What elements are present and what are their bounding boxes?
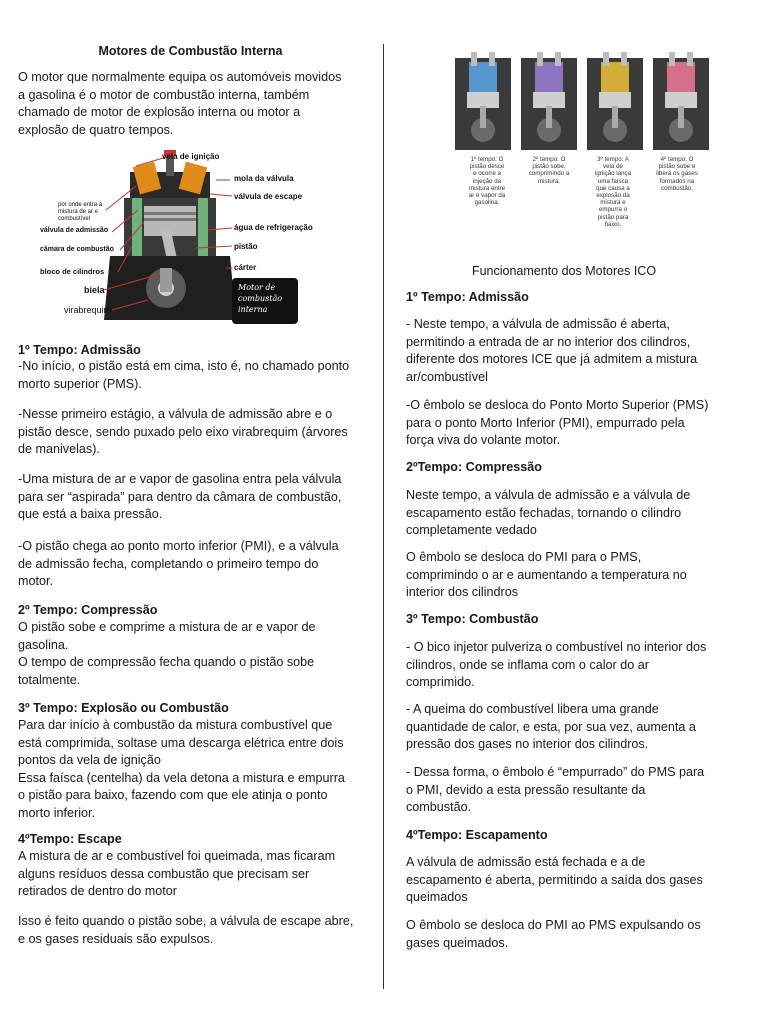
r2-p1 bbox=[406, 487, 690, 540]
s2-p1-line: totalmente. bbox=[18, 672, 81, 687]
r4-p1-line: queimados bbox=[406, 890, 468, 905]
s4-p1-line: alguns resíduos dessa combustão que precisam ser bbox=[18, 866, 310, 881]
label-virabrequim: virabrequim bbox=[64, 305, 112, 315]
r4-p2 bbox=[406, 917, 701, 952]
strip-caption-line: comprimindo a bbox=[528, 170, 570, 178]
cylinder-gas bbox=[667, 62, 695, 92]
s1-p3-line: que está a baixa pressão. bbox=[18, 507, 163, 522]
r2-p2-line: comprimindo o ar e aumentando a temperatura no bbox=[406, 567, 687, 582]
r1-heading: 1º Tempo: Admissão bbox=[406, 290, 529, 304]
label-por-onde-line: por onde entra a bbox=[58, 202, 103, 208]
label-mola: mola da válvula bbox=[234, 174, 294, 183]
r3-p2-line: pressão dos gases no interior dos cilindros. bbox=[406, 737, 649, 752]
s4-p2-line: e os gases residuais são expulsos. bbox=[18, 931, 214, 946]
s3-p1-line: morto inferior. bbox=[18, 805, 95, 820]
connecting-rod bbox=[546, 106, 552, 128]
label-agua: água de refrigeração bbox=[234, 223, 313, 232]
strip-caption-line: formados na bbox=[659, 177, 695, 185]
r4-p2-line: O êmbolo se desloca do PMI ao PMS expulsando os bbox=[406, 918, 701, 932]
label-carter: cárter bbox=[234, 263, 257, 272]
strip-caption-line: vela de bbox=[603, 163, 623, 171]
connecting-rod bbox=[678, 106, 684, 128]
label-vela: vela de ignição bbox=[162, 152, 220, 161]
label-por-onde-line: combustível bbox=[58, 216, 91, 222]
cylinder-gas bbox=[535, 62, 563, 92]
r3-p1-line: cilindros, onde se inflama com o calor do ar bbox=[406, 657, 649, 672]
right-title: Funcionamento dos Motores ICO bbox=[471, 264, 657, 278]
s1-p3-line: para ser “aspirada” para dentro da câmara de combustão, bbox=[18, 489, 342, 504]
s4-p1-line: A mistura de ar e combustível foi queimada, mas ficaram bbox=[18, 849, 336, 863]
column-divider bbox=[383, 44, 384, 989]
s3-p1-line: pontos da vela de ignição bbox=[18, 753, 161, 768]
s1-heading: 1º Tempo: Admissão bbox=[18, 343, 141, 357]
intro-line: a gasolina é o motor de combustão interna, também bbox=[18, 87, 310, 102]
r3-p2-line: - A queima do combustível libera uma grande bbox=[406, 702, 659, 716]
s1-p4-line: motor. bbox=[18, 574, 53, 589]
connecting-rod bbox=[480, 106, 486, 128]
valve bbox=[687, 52, 693, 66]
valve bbox=[621, 52, 627, 66]
label-valvula-escape: válvula de escape bbox=[234, 192, 303, 201]
r2-p1-line: Neste tempo, a válvula de admissão e a válvula de bbox=[406, 488, 691, 502]
r3-p2-line: quantidade de calor, e esta, por sua vez, aumenta a bbox=[406, 719, 696, 734]
s2-p1-line: gasolina. bbox=[18, 637, 69, 652]
piston bbox=[467, 92, 499, 108]
strip-caption-line: gasolina. bbox=[474, 199, 500, 207]
s1-p1-line: morto superior (PMS). bbox=[18, 376, 142, 391]
strip-caption-line: que causa a bbox=[596, 184, 630, 192]
s1-p1-line: -No início, o pistão está em cima, isto é, no chamado ponto bbox=[18, 359, 350, 373]
valve bbox=[471, 52, 477, 66]
s3-p1-line: Essa faísca (centelha) da vela detona a mistura e empurra bbox=[18, 770, 345, 785]
piston bbox=[665, 92, 697, 108]
strip-caption-line: mistura e bbox=[600, 199, 626, 207]
r1-p2-line: para o ponto Morto Inferior (PMI), empurrado pela bbox=[406, 415, 685, 430]
r3-p3-line: o PMI, devido a esta pressão resultante da bbox=[406, 782, 646, 797]
s2-heading: 2º Tempo: Compressão bbox=[18, 603, 158, 617]
piston bbox=[533, 92, 565, 108]
s4-p2 bbox=[18, 913, 353, 948]
intro-line: O motor que normalmente equipa os automóveis movidos bbox=[18, 70, 342, 84]
s4-p2-line: Isso é feito quando o pistão sobe, a válvula de escape abre, bbox=[18, 914, 354, 928]
r1-p2-line: força viva do volante motor. bbox=[406, 433, 561, 448]
label-box-line: interna bbox=[238, 305, 268, 314]
r2-p2 bbox=[406, 549, 687, 602]
intro-line: explosão de quatro tempos. bbox=[18, 122, 174, 137]
strip-caption-line: injeção da bbox=[472, 177, 502, 185]
strip-caption-line: ar e vapor da bbox=[468, 192, 506, 200]
r2-p2-line: O êmbolo se desloca do PMI para o PMS, bbox=[406, 550, 642, 564]
s2-p1 bbox=[18, 619, 316, 689]
r1-p2-line: -O êmbolo se desloca do Ponto Morto Superior (PMS) bbox=[406, 398, 709, 412]
s4-heading: 4ºTempo: Escape bbox=[18, 832, 122, 846]
label-box-line: combustão bbox=[238, 294, 283, 303]
label-camara: câmara de combustão bbox=[40, 246, 114, 253]
valve bbox=[489, 52, 495, 66]
r4-p2-line: gases queimados. bbox=[406, 935, 509, 950]
r3-p3 bbox=[406, 764, 704, 817]
r4-p1-line: A válvula de admissão está fechada e a de bbox=[406, 855, 646, 869]
connecting-rod bbox=[612, 106, 618, 128]
r2-p1-line: completamente vedado bbox=[406, 523, 537, 538]
strip-caption-line: mistura entre bbox=[468, 184, 506, 192]
s3-p1-line: o pistão para baixo, fazendo com que ele atinja o ponto bbox=[18, 788, 328, 803]
strip-caption-line: baixo. bbox=[604, 220, 622, 228]
s1-p4-line: -O pistão chega ao ponto morto inferior (PMI), e a válvula bbox=[18, 539, 339, 553]
s1-p2-line: de manivelas). bbox=[18, 442, 100, 457]
s1-p3 bbox=[18, 471, 341, 524]
s2-p1-line: O tempo de compressão fecha quando o pistão sobe bbox=[18, 655, 315, 670]
r4-heading: 4ºTempo: Escapamento bbox=[406, 828, 548, 842]
r3-p3-line: combustão. bbox=[406, 800, 472, 815]
s1-p2-line: pistão desce, sendo puxado pelo eixo virabrequim (árvores bbox=[18, 424, 348, 439]
s2-p1-line: O pistão sobe e comprime a mistura de ar e vapor de bbox=[18, 620, 316, 634]
s1-p2 bbox=[18, 406, 348, 459]
intro-paragraph bbox=[18, 69, 341, 139]
r3-p1-line: comprimido. bbox=[406, 675, 475, 690]
strip-caption-4 bbox=[647, 156, 707, 192]
strip-caption-line: pistão para bbox=[597, 213, 629, 221]
piston bbox=[599, 92, 631, 108]
engine-diagram bbox=[40, 150, 330, 326]
r3-p2 bbox=[406, 701, 696, 754]
label-por-onde bbox=[58, 202, 102, 223]
strip-caption-line: ignição lança bbox=[594, 170, 632, 178]
strip-caption-3 bbox=[585, 156, 641, 228]
s4-p1-line: retirados de dentro do motor bbox=[18, 884, 177, 899]
strip-caption-line: e ocorre a bbox=[473, 170, 501, 178]
label-por-onde-line: mistura de ar e bbox=[58, 209, 99, 215]
strip-caption-line: combustão. bbox=[661, 184, 693, 192]
r3-p1 bbox=[406, 639, 706, 692]
r4-p1-line: escapamento é aberta, permitindo a saída dos gases bbox=[406, 872, 703, 887]
valve bbox=[669, 52, 675, 66]
strip-caption-line: libera os gases bbox=[656, 170, 698, 178]
s3-p1 bbox=[18, 717, 345, 823]
label-pistao: pistão bbox=[234, 242, 258, 251]
label-valvula-admissao: válvula de admissão bbox=[40, 227, 109, 234]
cylinder-gas bbox=[601, 62, 629, 92]
label-box bbox=[238, 282, 282, 315]
s3-p1-line: Para dar início à combustão da mistura combustível que bbox=[18, 718, 333, 732]
strip-caption-line: pistão desce bbox=[469, 163, 505, 171]
s1-p2-line: -Nesse primeiro estágio, a válvula de admissão abre e o bbox=[18, 407, 333, 421]
left-title: Motores de Combustão Interna bbox=[98, 44, 283, 58]
s1-p3-line: -Uma mistura de ar e vapor de gasolina entra pela válvula bbox=[18, 472, 342, 486]
s3-heading: 3º Tempo: Explosão ou Combustão bbox=[18, 701, 229, 715]
strip-caption-1 bbox=[459, 156, 515, 206]
strip-caption-line: 1º tempo: O bbox=[470, 156, 504, 163]
label-box-line: Motor de bbox=[238, 283, 276, 292]
s3-p1-line: está comprimida, soltase uma descarga elétrica entre dois bbox=[18, 735, 344, 750]
r2-p1-line: escapamento estão fechadas, tornando o cilindro bbox=[406, 505, 682, 520]
valve bbox=[537, 52, 543, 66]
strip-caption-line: 4º tempo: O bbox=[660, 156, 694, 163]
strip-caption-line: 2º tempo: O bbox=[532, 156, 566, 163]
strip-caption-line: explosão da bbox=[596, 192, 630, 200]
cylinder-gas bbox=[469, 62, 497, 92]
r1-p2 bbox=[406, 397, 708, 450]
r2-heading: 2ºTempo: Compressão bbox=[406, 460, 542, 474]
strip-caption-line: empurra o bbox=[598, 206, 628, 214]
strip-caption-line: pistão sobe, bbox=[532, 163, 566, 171]
r2-p2-line: interior dos cilindros bbox=[406, 585, 518, 600]
valve bbox=[603, 52, 609, 66]
r1-p1-line: permitindo a entrada de ar no interior dos cilindros, bbox=[406, 334, 691, 349]
strip-caption-2 bbox=[521, 156, 577, 185]
label-bloco: bloco de cilindros bbox=[40, 267, 105, 276]
four-stroke-strip bbox=[445, 52, 723, 227]
s1-p4-line: de admissão fecha, completando o primeiro tempo do bbox=[18, 556, 319, 571]
intro-line: chamado de motor de explosão interna ou motor a bbox=[18, 105, 301, 120]
strip-caption-line: uma faísca bbox=[597, 177, 629, 185]
strip-caption-line: mistura. bbox=[537, 177, 560, 185]
r1-p1-line: - Neste tempo, a válvula de admissão é aberta, bbox=[406, 317, 670, 331]
s1-p1 bbox=[18, 358, 349, 393]
valve bbox=[555, 52, 561, 66]
r1-p1-line: diferente dos motores ICE que já admitem a mistura bbox=[406, 352, 698, 367]
s4-p1 bbox=[18, 848, 335, 901]
r3-p1-line: - O bico injetor pulveriza o combustível no interior dos bbox=[406, 640, 707, 654]
r4-p1 bbox=[406, 854, 703, 907]
r3-p3-line: - Dessa forma, o êmbolo é “empurrado” do PMS para bbox=[406, 765, 705, 779]
label-biela: biela bbox=[84, 285, 105, 295]
r1-p1 bbox=[406, 316, 697, 386]
r1-p1-line: ar/combustível bbox=[406, 369, 488, 384]
r3-heading: 3º Tempo: Combustão bbox=[406, 612, 539, 626]
strip-caption-line: pistão sobe e bbox=[658, 163, 696, 171]
s1-p4 bbox=[18, 538, 339, 591]
strip-caption-line: 3º tempo: A bbox=[597, 156, 629, 163]
